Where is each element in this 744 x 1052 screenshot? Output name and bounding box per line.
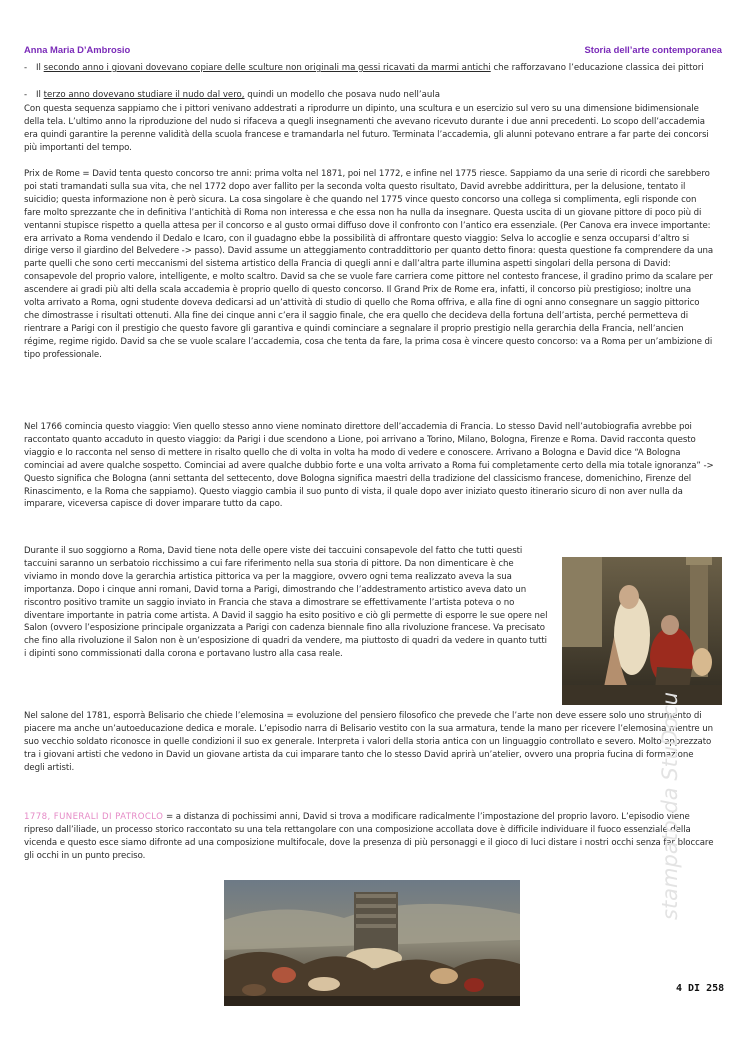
- patroclo-painting-image: [224, 880, 520, 1006]
- course-title: Storia dell’arte contemporanea: [584, 44, 722, 55]
- bullet-item: - Il secondo anno i giovani dovevano copiare delle sculture non originali ma gessi ricavati da marmi antichi che rafforzavano l’educazione classica dei pittori: [24, 63, 704, 73]
- paragraph-patroclo: 1778, FUNERALI DI PATROCLO = a distanza di pochissimi anni, David si trova a modificare radicalmente l’impostazione del proprio lavoro. L’episodio viene ripreso dall’iliade, un processo storico raccontato su una tela rettangolare con una composizione accollata dove è difficile individuare il fuoco essenziale della vicenda e questo esce siamo difronte ad una composizione multifocale, dove la presenza di più personaggi e il gioco di luci distare i nostri occhi senza far bloccare gli occhi in un punto preciso.: [24, 812, 714, 861]
- author-name: Anna Maria D’Ambrosio: [24, 44, 131, 55]
- bullet-item: - Il terzo anno dovevano studiare il nudo dal vero, quindi un modello che posava nudo nell’aula: [24, 90, 441, 100]
- bullet-dash: -: [24, 90, 28, 100]
- paragraph-viaggio: Nel 1766 comincia questo viaggio: Vien quello stesso anno viene nominato direttore dell’accademia di Francia. Lo stesso David nell’autobiografia avrebbe poi raccontato quanto accaduto in questo viaggio: da Parigi i due scendono a Lione, poi arrivano a Torino, Milano, Bologna, Firenze e Roma. David racconta questo viaggio e lo racconta nel senso di mettere in risalto quello che di volta in volta ha modo di vedere e conoscere. Arrivano a Bologna e David dice “A Bologna cominciai ad avere qualche sospetto. Cominciai ad avere qualche dubbio forte e una volta arrivato a Roma fui completamente certo della mia totale ignoranza” -> Questo significa che Bologna (anni settanta del settecento, dove Bologna significa maestri della tradizione del classicismo francese, domenichino, Firenze del Rinascimento, e la Roma che sappiamo). Questo viaggio cambia il suo punto di vista, il quale dopo aver iniziato questo itinerario sicuro di non aver nulla da imparare, viceversa capisce di dover imparare tutto da capo.: [24, 422, 714, 510]
- watermark: stampato da StuDocu: [658, 691, 682, 920]
- paragraph-accademia: Con questa sequenza sappiamo che i pittori venivano addestrati a riprodurre un dipinto, una scultura e un esercizio sul vero su una dimensione bidimensionale della tela. L’ultimo anno la riproduzione del nudo si rifaceva a quegli insegnamenti che avevano ricevuto durante i due anni precedenti. Lo scopo dell’accademia era quindi garantire la perenne validità della scuola francese e tramandarla nel futuro. Terminata l’accademia, gli alunni potevano entrare a far parte dei concorsi più importanti del tempo.: [24, 104, 709, 153]
- underlined-text: terzo anno dovevano studiare il nudo dal vero,: [43, 90, 245, 100]
- paragraph-belisario: Nel salone del 1781, esporrà Belisario che chiede l’elemosina = evoluzione del pensiero filosofico che prevede che l’arte non deve essere solo uno strumento di piacere ma anche un’autoeducazione dedica e morale. L’episodio narra di Belisario vestito con la sua armatura, tende la mano per ricevere l’elemosina mentre un suo vecchio soldato riconosce in quelle condizioni il suo ex generale. Interpreta i valori della storia antica con un linguaggio controllato e severo. Molto apprezzato tra i giovani artisti che vedono in David un giovane artista da cui imparare tanto che lo stesso David aprirà un’atelier, ovvero una propria fucina di formazione degli artisti.: [24, 711, 713, 773]
- underlined-text: secondo anno i giovani dovevano copiare delle sculture non originali ma gessi ricavati da marmi antichi: [43, 63, 491, 73]
- paragraph-soggiorno-roma: Durante il suo soggiorno a Roma, David tiene nota delle opere viste dei taccuini consapevole del fatto che tutti questi taccuini saranno un serbatoio ricchissimo a cui fare riferimento nella sua storia di pittore. Da non dimenticare è che viviamo in mondo dove la gerarchia artistica pittorica va per la maggiore, ovvero ogni tema realizzato aveva la sua importanza. Dopo i cinque anni romani, David torna a Parigi, dimostrando che l’addestramento artistico aveva dato un riscontro positivo tramite un saggio inviato in Francia che stava a dimostrare se effettivamente l’artista poteva o no diventare importante in patria come artista. A David il saggio ha esito positivo e ciò gli permette di esporre le sue opere nel Salon (ovvero l’esposizione principale organizzata a Parigi con cadenza biennale fino alla rivoluzione francese. Va precisato che fino alla rivoluzione il Salon non è un’esposizione di quadri da vendere, ma piuttosto di quadri da vedere in quanto tutti i dipinti sono commissionati dalla corona e portavano lustro alla casa reale.: [24, 546, 548, 660]
- section-heading: 1778, FUNERALI DI PATROCLO: [24, 812, 164, 822]
- paragraph-prix-de-rome: Prix de Rome = David tenta questo concorso tre anni: prima volta nel 1871, poi nel 1772, e infine nel 1775 riesce. Sappiamo da una serie di ricordi che sarebbero poi stati tramandati sulla sua vita, che nel 1772 dopo aver fallito per la seconda volta questo risultato, David avrebbe addirittura, per la delusione, tentato il suicidio; questa informazione non è però sicura. La cosa singolare è che quando nel 1775 vince questo concorso una collega si complimenta, egli risponde con fare molto sprezzante che in definitiva l’antichità di Roma non interessa e che essa non ha nulla da insegnare. Questa uscita di un giovane pittore di poco più di ventanni stupisce rispetto a quella attesa per il concorso e al gusto ormai diffuso dove il confronto con l’antico era essenziale. (Per Canova era invece importante: era arrivato a Roma vendendo il Dedalo e Icaro, con il guadagno ebbe la possibilità di affrontare questo viaggio: Selva lo accoglie e senza occuparsi d’altro si dirige verso il giardino del Belvedere -> passo). David assume un atteggiamento contraddittorio per quanto detto finora: questa questione fa comprendere da una parte quelli che sono certi meccanismi del sistema artistico della Francia di quegli anni e dall’altra parte illumina aspetti singolari della persona di David: consapevole del proprio valore, intelligente, e molto scaltro. David sa che se vuole fare carriera come pittore nel contesto francese, il gradino primo da scalare per ascendere ai gradi più alti della scala accademia è proprio quello di questo concorso. Il Grand Prix de Rome era, infatti, il concorso più prestigioso; inoltre una volta arrivato a Roma, ogni studente doveva dedicarsi ad un’attività di studio di quello che Roma offriva, e alla fine di ogni anno consegnare un saggio pittorico che dimostrasse i risultati ottenuti. Alla fine dei cinque anni c’era il saggio finale, che era quello che decideva della fortuna dell’artista, perché permetteva di rientrare a Parigi con il prestigio che questo favore gli garantiva e quindi cominciare a segnalare il proprio prestigio nella gerarchia della Francia, nell’ancien régime, regime rigido. David sa che se vuole scalare l’accademia, cosa che tenta da fare, la prima cosa è vincere questo concorso: va a Roma per un’ambizione di tipo professionale.: [24, 169, 714, 360]
- bullet-dash: -: [24, 63, 28, 73]
- page-header: [24, 44, 722, 58]
- page-number: 4 DI 258: [676, 983, 725, 994]
